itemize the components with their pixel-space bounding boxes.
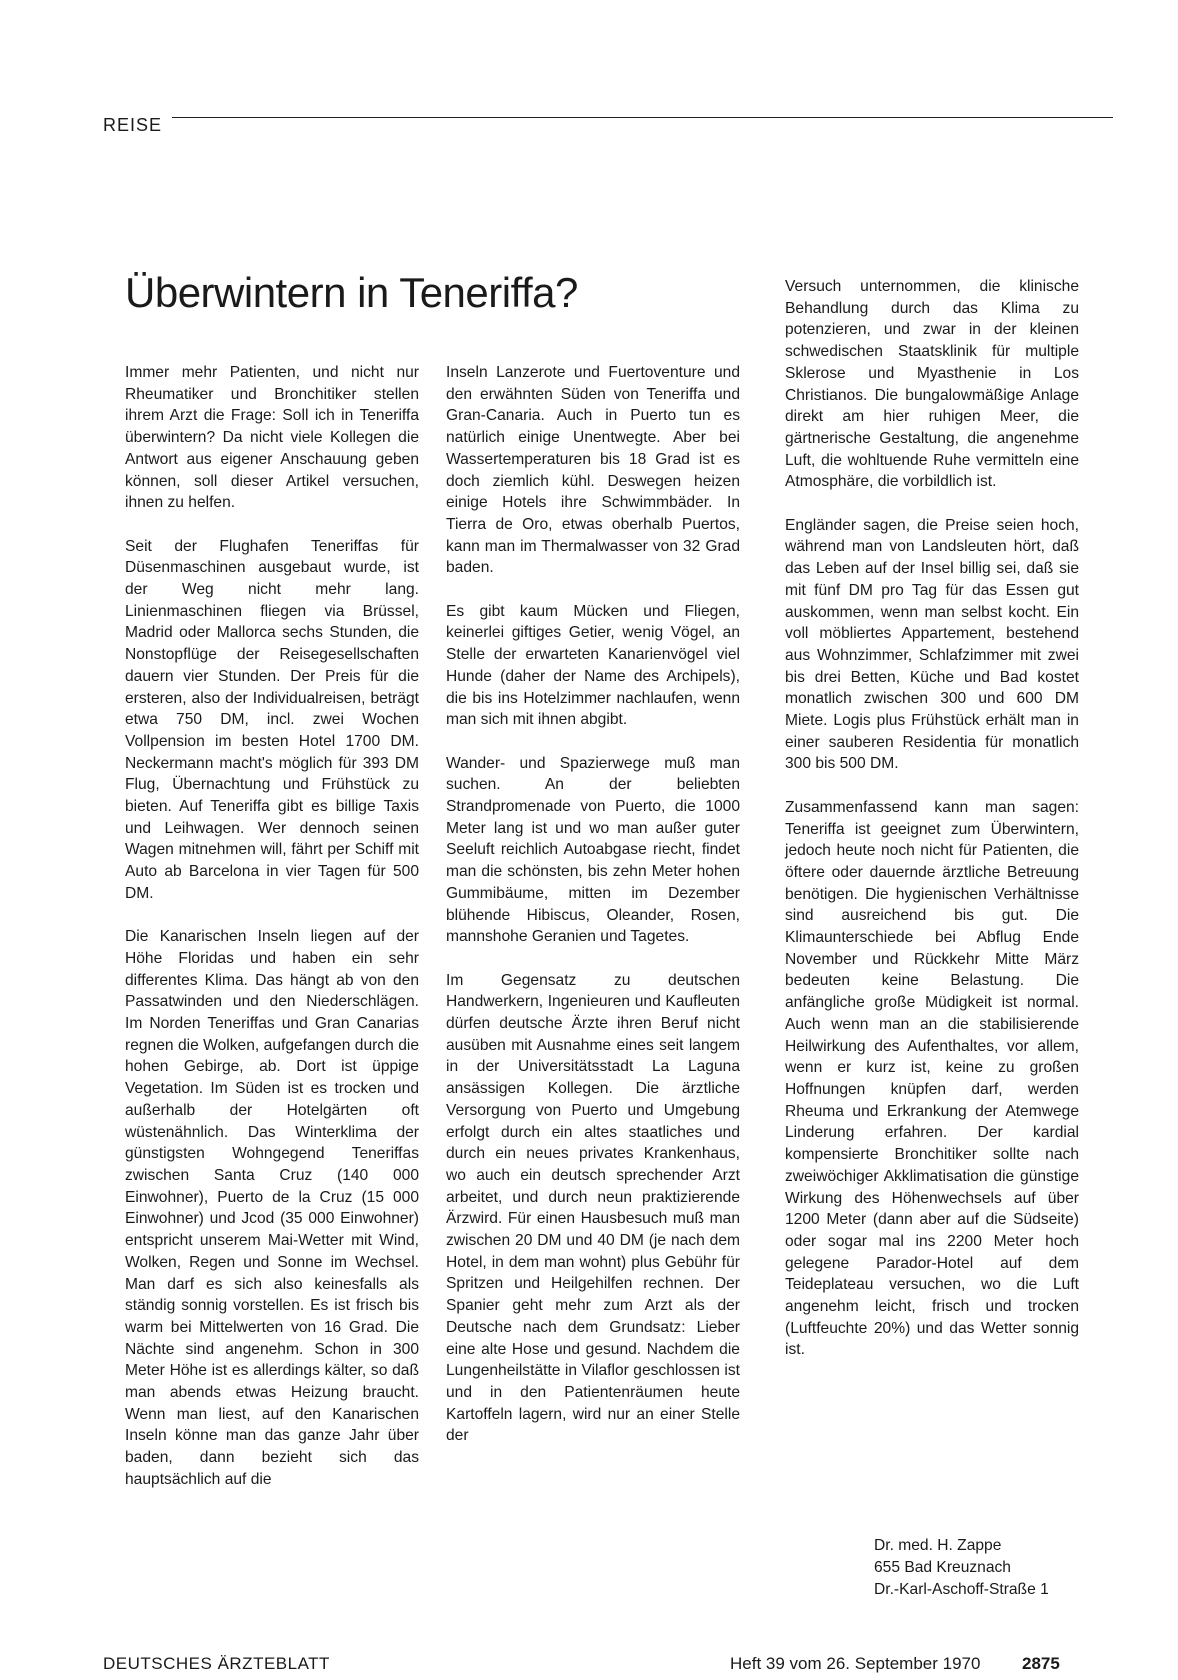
- author-city: 655 Bad Kreuznach: [874, 1559, 1011, 1576]
- article-column-1: [125, 362, 419, 1512]
- paragraph: Engländer sagen, die Preise seien hoch, während man von Landsleuten hört, daß das Leben auf der Insel billig sei, daß sie mit fünf DM pro Tag für das Essen gut auskommen, wenn man selbst kocht. Ein voll möbliertes Appartement, bestehend aus Wohnzimmer, Schlafzimmer mit zwei bis drei Betten, Küche und Bad kostet monatlich zwischen 300 und 600 DM Miete. Logis plus Frühstück erhält man in einer sauberen Residentia für monatlich 300 bis 500 DM.: [785, 516, 1079, 773]
- paragraph: Wander- und Spazierwege muß man suchen. An der beliebten Strandpromenade von Puerto, die 1000 Meter lang ist und wo man außer guter Seeluft reichlich Autoabgase riecht, findet man die schönsten, bis zehn Meter hohen Gummibäume, mitten im Dezember blühende Hibiscus, Oleander, Rosen, mannshohe Geranien und Tagetes.: [446, 754, 740, 946]
- issue-info: Heft 39 vom 26. September 1970: [730, 1654, 981, 1673]
- section-label: REISE: [103, 115, 163, 135]
- paragraph: Im Gegensatz zu deutschen Handwerkern, Ingenieuren und Kaufleuten dürfen deutsche Ärzte ihren Beruf nicht ausüben mit Ausnahme eines seit langem in der Universitätsstadt La Laguna ansässigen Kollegen. Die ärztliche Versorgung von Puerto und Umgebung erfolgt durch ein altes staatliches und durch ein neues privates Krankenhaus, wo auch ein deutsch sprechender Arzt arbeitet, und durch neun praktizierende Ärzwird. Für einen Hausbesuch muß man zwischen 20 DM und 40 DM (je nach dem Hotel, in dem man wohnt) plus Gebühr für Spritzen und Heilgehilfen rechnen. Der Spanier geht mehr zum Arzt als der Deutsche nach dem Grundsatz: Lieber eine alte Hose und gesund. Nachdem die Lungenheilstätte in Vilaflor geschlossen ist und in den Patientenräumen heute Kartoffeln lagern, wird nur an einer Stelle der: [446, 971, 740, 1445]
- author-street: Dr.-Karl-Aschoff-Straße 1: [874, 1581, 1049, 1598]
- page-number: 2875: [1022, 1654, 1060, 1673]
- article-column-2: [446, 362, 740, 1469]
- paragraph: Die Kanarischen Inseln liegen auf der Höhe Floridas und haben ein sehr differentes Klima. Das hängt ab von den Passatwinden und den Niederschlägen. Im Norden Teneriffas und Gran Canarias regnen die Wolken, aufgefangen durch die hohen Gebirge, ab. Dort ist üppige Vegetation. Im Süden ist es trocken und außerhalb der Hotelgärten oft wüstenähnlich. Das Winterklima der günstigsten Wohngegend Teneriffas zwischen Santa Cruz (140 000 Einwohner), Puerto de la Cruz (15 000 Einwohner) und Jcod (35 000 Einwohner) entspricht unserem Mai-Wetter mit Wind, Wolken, Regen und Sonne im Wechsel. Man darf es sich also keinesfalls als ständig sonnig vorstellen. Es ist frisch bis warm bei Mittelwerten von 16 Grad. Die Nächte sind angenehm. Schon in 300 Meter Höhe ist es allerdings kälter, so daß man abends etwas Heizung braucht. Wenn man liest, auf den Kanarischen Inseln könne man das ganze Jahr über baden, dann bezieht sich das hauptsächlich auf die: [125, 928, 419, 1488]
- paragraph: Zusammenfassend kann man sagen: Teneriffa ist geeignet zum Überwintern, jedoch heute noch nicht für Patienten, die öftere oder dauernde ärztliche Betreuung benötigen. Die hygienischen Verhältnisse sind ausreichend bis gut. Die Klimaunterschiede bei Abflug Ende November und Rückkehr Mitte März bedeuten keine Belastung. Die anfängliche große Müdigkeit ist normal. Auch wenn man an die stabilisierende Heilwirkung des Aufenthaltes, vor allem, wenn er kurz ist, keine zu großen Hoffnungen knüpfen darf, werden Rheuma und Erkrankung der Atemwege Linderung erfahren. Der kardial kompensierte Bronchitiker sollte nach zweiwöchiger Akklimatisation die günstige Wirkung des Höhenwechsels auf über 1200 Meter (dann aber auf die Südseite) oder sogar mal ins 2200 Meter hoch gelegene Parador-Hotel auf dem Teideplateau versuchen, wo die Luft angenehm leicht, frisch und trocken (Luftfeuchte 20%) und das Wetter sonnig ist.: [785, 798, 1079, 1359]
- article-title: Überwintern in Teneriffa?: [125, 269, 578, 316]
- paragraph: Es gibt kaum Mücken und Fliegen, keinerlei giftiges Getier, wenig Vögel, an Stelle der erwarteten Kanarienvögel viel Hunde (daher der Name des Archipels), die bis ins Hotelzimmer nachlaufen, wenn man sich mit ihnen abgibt.: [446, 602, 740, 729]
- journal-name: DEUTSCHES ÄRZTEBLATT: [103, 1654, 330, 1673]
- paragraph: Immer mehr Patienten, und nicht nur Rheumatiker und Bronchitiker stellen ihrem Arzt die Frage: Soll ich in Teneriffa überwintern? Da nicht viele Kollegen die Antwort aus eigener Anschauung geben können, soll dieser Artikel versuchen, ihnen zu helfen.: [125, 364, 419, 512]
- paragraph: Seit der Flughafen Teneriffas für Düsenmaschinen ausgebaut wurde, ist der Weg nicht mehr lang. Linienmaschinen fliegen via Brüssel, Madrid oder Mallorca sechs Stunden, die Nonstopflüge der Reisegesellschaften dauern vier Stunden. Der Preis für die ersteren, also der Individualreisen, beträgt etwa 750 DM, incl. zwei Wochen Vollpension im besten Hotel 1700 DM. Neckermann macht's möglich für 393 DM Flug, Übernachtung und Frühstück zu bieten. Auf Teneriffa gibt es billige Taxis und Leihwagen. Wer dennoch seinen Wagen mitnehmen will, fährt per Schiff mit Auto ab Barcelona in vier Tagen für 500 DM.: [125, 537, 419, 902]
- article-column-3: [785, 276, 1079, 1383]
- paragraph: Inseln Lanzerote und Fuertoventure und den erwähnten Süden von Teneriffa und Gran-Canaria. Auch in Puerto tun es natürlich einige Unentwegte. Aber bei Wassertemperaturen bis 18 Grad ist es doch ziemlich kühl. Deswegen heizen einige Hotels ihre Schwimmbäder. In Tierra de Oro, etwas oberhalb Puertos, kann man im Thermalwasser von 32 Grad baden.: [446, 364, 740, 577]
- header-rule: [172, 117, 1113, 118]
- author-name: Dr. med. H. Zappe: [874, 1537, 1002, 1554]
- author-signature: [874, 1535, 1049, 1601]
- paragraph: Versuch unternommen, die klinische Behandlung durch das Klima zu potenzieren, und zwar in der kleinen schwedischen Staatsklinik für multiple Sklerose und Myasthenie in Los Christianos. Die bungalowmäßige Anlage direkt am hier ruhigen Meer, die gärtnerische Gestaltung, die angenehme Luft, die wohltuende Ruhe vermitteln eine Atmosphäre, die vorbildlich ist.: [785, 278, 1079, 491]
